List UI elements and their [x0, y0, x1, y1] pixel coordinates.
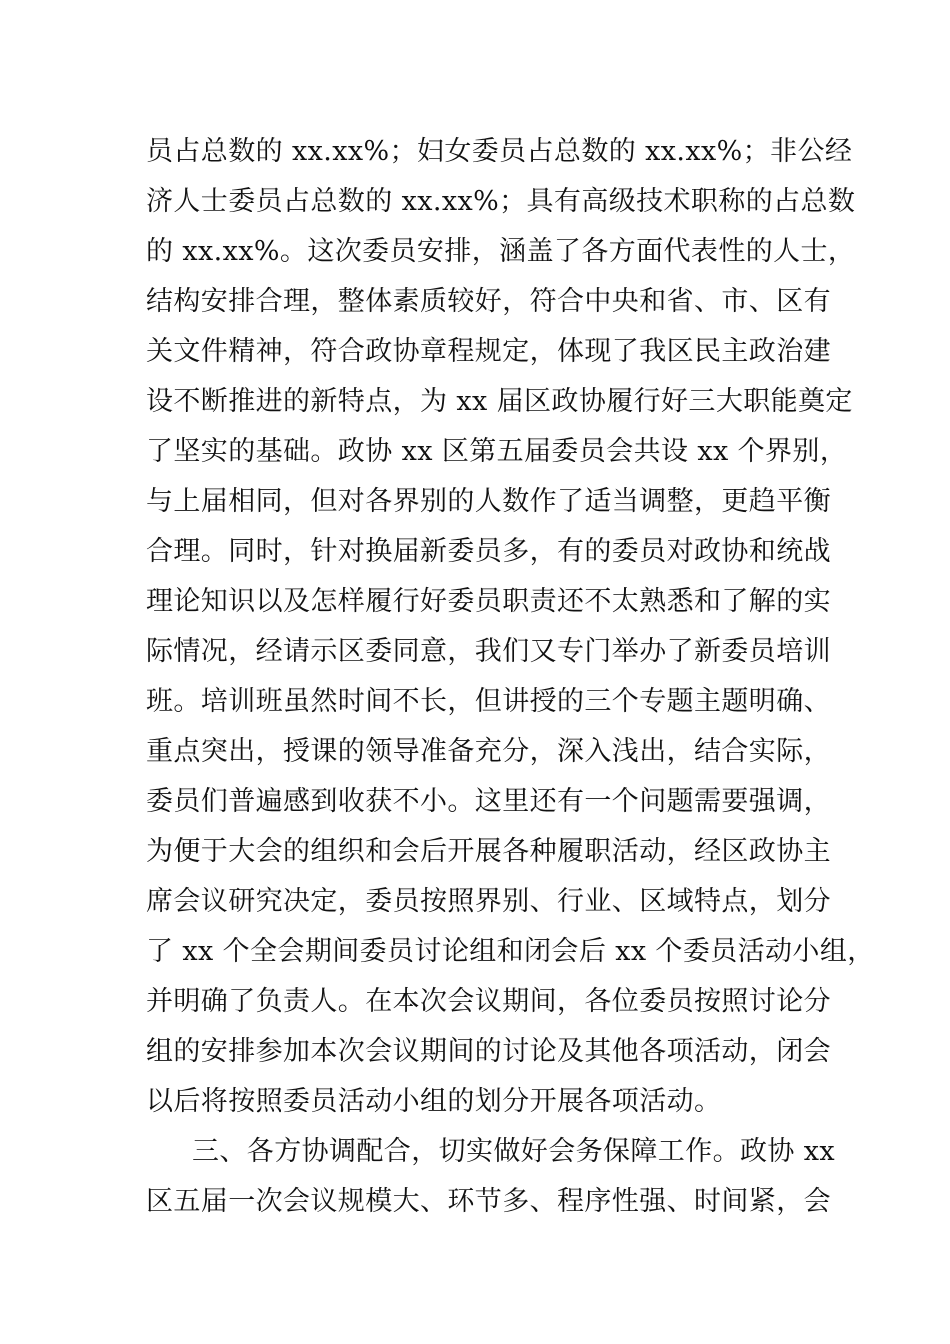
text-line-13: 重点突出，授课的领导准备充分，深入浅出，结合实际， [146, 736, 831, 767]
text-line-11: 际情况，经请示区委同意，我们又专门举办了新委员培训 [146, 636, 831, 667]
text-line-3: 的 xx.xx%。这次委员安排，涵盖了各方面代表性的人士， [146, 236, 856, 267]
text-line-18: 并明确了负责人。在本次会议期间，各位委员按照讨论分 [146, 986, 831, 1017]
text-line-17: 了 xx 个全会期间委员讨论组和闭会后 xx 个委员活动小组， [146, 936, 875, 967]
text-line-14: 委员们普遍感到收获不小。这里还有一个问题需要强调， [146, 786, 831, 817]
text-line-20: 以后将按照委员活动小组的划分开展各项活动。 [146, 1086, 722, 1117]
section-heading-line: 三、各方协调配合，切实做好会务保障工作。政协 xx [192, 1136, 836, 1167]
text-line-22: 区五届一次会议规模大、环节多、程序性强、时间紧，会 [146, 1186, 831, 1217]
text-line-6: 设不断推进的新特点，为 xx 届区政协履行好三大职能奠定 [146, 386, 853, 417]
text-line-1: 员占总数的 xx.xx%；妇女委员占总数的 xx.xx%；非公经 [146, 136, 853, 167]
text-line-8: 与上届相同，但对各界别的人数作了适当调整，更趋平衡 [146, 486, 831, 517]
text-line-2: 济人士委员占总数的 xx.xx%；具有高级技术职称的占总数 [146, 186, 856, 217]
text-line-12: 班。培训班虽然时间不长，但讲授的三个专题主题明确、 [146, 686, 831, 717]
text-line-15: 为便于大会的组织和会后开展各种履职活动，经区政协主 [146, 836, 831, 867]
text-line-16: 席会议研究决定，委员按照界别、行业、区域特点，划分 [146, 886, 831, 917]
text-line-5: 关文件精神，符合政协章程规定，体现了我区民主政治建 [146, 336, 831, 367]
text-line-4: 结构安排合理，整体素质较好，符合中央和省、市、区有 [146, 286, 831, 317]
text-line-9: 合理。同时，针对换届新委员多，有的委员对政协和统战 [146, 536, 831, 567]
text-line-7: 了坚实的基础。政协 xx 区第五届委员会共设 xx 个界别， [146, 436, 848, 467]
text-line-10: 理论知识以及怎样履行好委员职责还不太熟悉和了解的实 [146, 586, 831, 617]
text-line-19: 组的安排参加本次会议期间的讨论及其他各项活动，闭会 [146, 1036, 831, 1067]
